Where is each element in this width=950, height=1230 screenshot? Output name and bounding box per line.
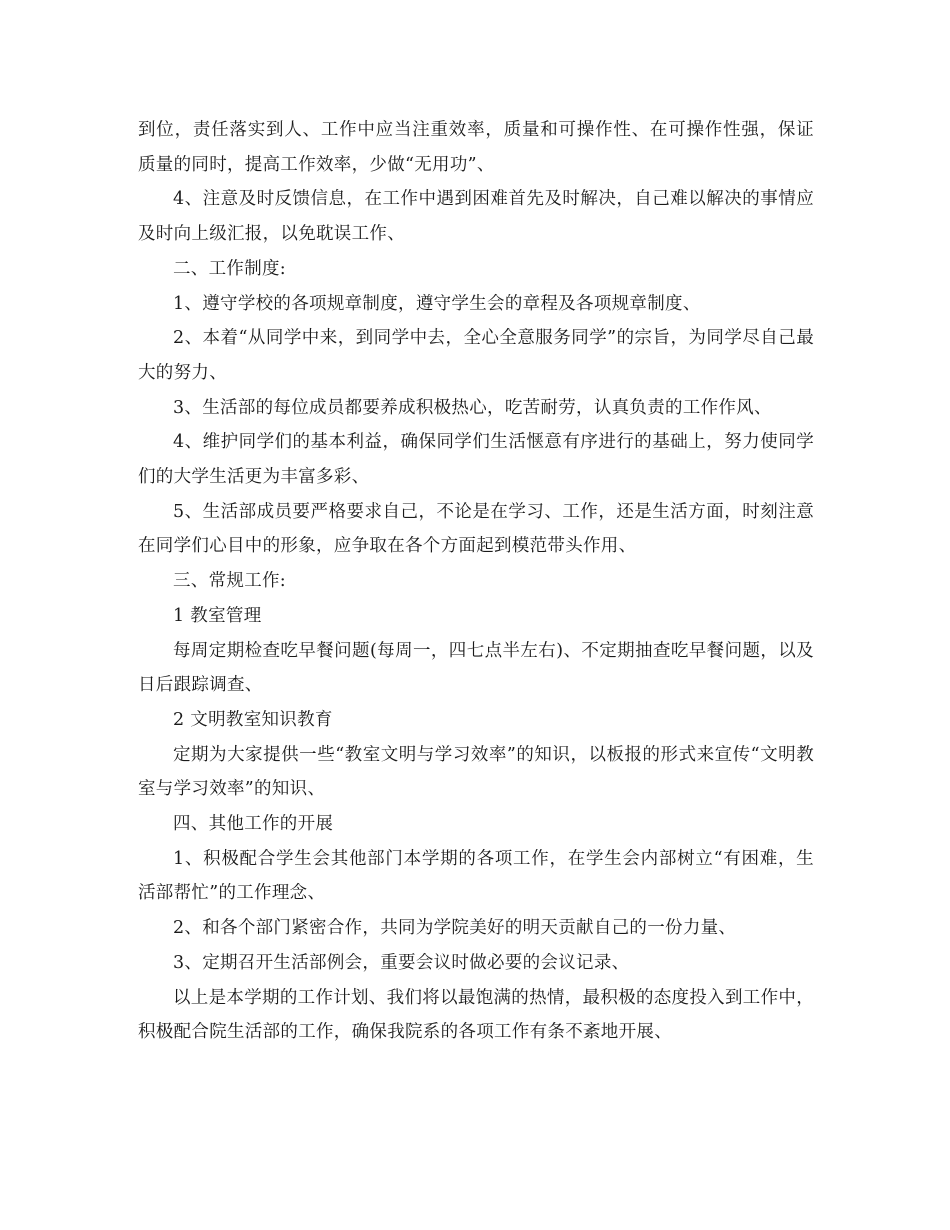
paragraph-15: 1、积极配合学生会其他部门本学期的各项工作，在学生会内部树立“有困难，生活部帮忙”的工作理念、 xyxy=(138,848,814,904)
section-heading-routine-work: 三、常规工作: xyxy=(173,571,286,592)
paragraph-5: 2、本着“从同学中来，到同学中去，全心全意服务同学”的宗旨，为同学尽自己最大的努力、 xyxy=(138,328,814,383)
paragraph-16: 2、和各个部门紧密合作，共同为学院美好的明天贡献自己的一份力量、 xyxy=(173,918,737,939)
paragraph-17: 3、定期召开生活部例会，重要会议时做必要的会议记录、 xyxy=(173,952,630,973)
paragraph-13: 定期为大家提供一些“教室文明与学习效率”的知识，以板报的形式来宣传“文明教室与学习效率”的知识、 xyxy=(138,744,814,800)
paragraph-6: 3、生活部的每位成员都要养成积极热心，吃苦耐劳，认真负责的工作作风、 xyxy=(173,397,772,418)
paragraph-1: 到位，责任落实到人、工作中应当注重效率，质量和可操作性、在可操作性强，保证质量的同时，提高工作效率，少做“无用功”、 xyxy=(138,120,814,175)
section-heading-work-rules: 二、工作制度: xyxy=(173,258,286,279)
paragraph-2: 4、注意及时反馈信息，在工作中遇到困难首先及时解决，自己难以解决的事情应及时向上级汇报，以免耽误工作、 xyxy=(138,189,814,245)
subheading-classroom-management: 1 教室管理 xyxy=(173,605,262,626)
paragraph-7: 4、维护同学们的基本利益，确保同学们生活惬意有序进行的基础上，努力使同学们的大学生活更为丰富多彩、 xyxy=(138,432,814,488)
paragraph-8: 5、生活部成员要严格要求自己，不论是在学习、工作，还是生活方面，时刻注意在同学们心目中的形象，应争取在各个方面起到模范带头作用、 xyxy=(138,501,814,557)
subheading-civilized-classroom: 2 文明教室知识教育 xyxy=(173,709,333,730)
section-heading-other-work: 四、其他工作的开展 xyxy=(173,814,334,835)
paragraph-4: 1、遵守学校的各项规章制度，遵守学生会的章程及各项规章制度、 xyxy=(173,293,701,314)
paragraph-18: 以上是本学期的工作计划、我们将以最饱满的热情，最积极的态度投入到工作中，积极配合院生活部的工作，确保我院系的各项工作有条不紊地开展、 xyxy=(138,987,814,1043)
document-body xyxy=(138,113,814,1050)
paragraph-11: 每周定期检查吃早餐问题(每周一，四七点半左右)、不定期抽查吃早餐问题，以及日后跟踪调查、 xyxy=(138,640,814,696)
